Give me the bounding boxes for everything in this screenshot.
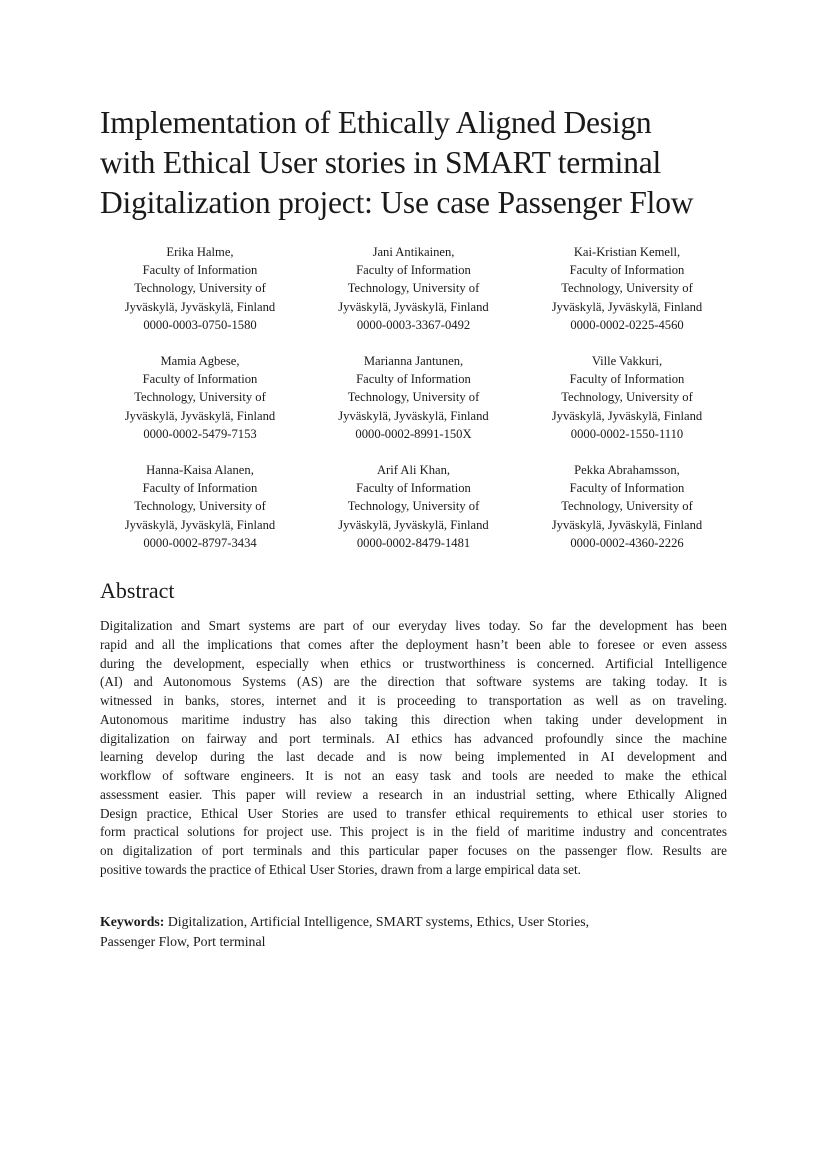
abstract-line: (AI) and Autonomous Systems (AS) are the direction that software systems are taking today. It is (100, 674, 727, 690)
author-orcid: 0000-0002-4360-2226 (570, 535, 684, 550)
author-block (527, 352, 727, 461)
author-affiliation: Faculty of Information (356, 263, 471, 278)
author-block (527, 461, 727, 570)
author-block (527, 243, 727, 352)
author-row (100, 461, 727, 570)
author-block (314, 243, 514, 352)
author-affiliation: Faculty of Information (569, 372, 685, 387)
author-affiliation: Jyväskylä, Jyväskylä, Finland (124, 517, 276, 532)
title-line: with Ethical User stories in SMART terminal (100, 145, 662, 180)
abstract-line: workflow of software engineers. It is not an easy task and tools are needed to make the ethical (100, 768, 727, 783)
author-name: Mamia Agbese, (160, 354, 240, 368)
author-affiliation: Faculty of Information (142, 481, 258, 496)
keywords-label: Keywords: (100, 914, 165, 929)
abstract-line: form practical solutions for project use. This project is in the field of maritime industry and concentrates (100, 824, 727, 840)
author-affiliation: Faculty of Information (356, 372, 471, 387)
author-affiliation: Technology, University of (347, 281, 480, 296)
keywords-text: Digitalization, Artificial Intelligence, SMART systems, Ethics, User Stories, (164, 914, 590, 929)
abstract-line: Design practice, Ethical User Stories are used to transfer ethical requirements to ethical user stories to (100, 805, 727, 821)
author-affiliation: Jyväskylä, Jyväskylä, Finland (124, 408, 276, 423)
keywords-text: Passenger Flow, Port terminal (100, 933, 266, 949)
abstract-line: during the development, especially when ethics or trustworthiness is concerned. Artificial Intelligence (100, 655, 727, 671)
author-orcid: 0000-0003-3367-0492 (356, 317, 471, 332)
author-name: Erika Halme, (166, 245, 234, 259)
author-name: Arif Ali Khan, (376, 463, 451, 477)
author-affiliation: Jyväskylä, Jyväskylä, Finland (551, 299, 703, 314)
author-name: Kai-Kristian Kemell, (573, 245, 681, 259)
author-affiliation: Jyväskylä, Jyväskylä, Finland (551, 517, 703, 532)
author-row (100, 352, 727, 461)
author-row (100, 243, 727, 352)
author-name: Marianna Jantunen, (363, 354, 464, 368)
title-line: Digitalization project: Use case Passenger Flow (100, 185, 694, 220)
author-block (100, 461, 300, 570)
author-affiliation: Technology, University of (347, 499, 480, 514)
author-affiliation: Faculty of Information (356, 481, 471, 496)
author-name: Ville Vakkuri, (591, 354, 663, 368)
author-affiliation: Jyväskylä, Jyväskylä, Finland (338, 408, 489, 423)
abstract-body (100, 617, 727, 880)
abstract-line: Autonomous maritime industry has also taking this direction when taking under development in (100, 711, 727, 727)
author-orcid: 0000-0002-8797-3434 (143, 535, 257, 550)
author-name: Jani Antikainen, (372, 245, 455, 259)
author-orcid: 0000-0003-0750-1580 (143, 317, 257, 332)
author-affiliation: Faculty of Information (142, 372, 258, 387)
author-affiliation: Jyväskylä, Jyväskylä, Finland (551, 408, 703, 423)
author-name: Pekka Abrahamsson, (574, 463, 680, 477)
author-affiliation: Technology, University of (561, 499, 693, 514)
author-affiliation: Technology, University of (134, 390, 266, 405)
title-line: Implementation of Ethically Aligned Design (100, 105, 652, 140)
author-name: Hanna-Kaisa Alanen, (146, 463, 254, 477)
author-affiliation: Jyväskylä, Jyväskylä, Finland (124, 299, 276, 314)
author-affiliation: Faculty of Information (142, 263, 258, 278)
abstract-line: rapid and all the implications that comes after the deployment hasn’t been able to foresee or even assess (100, 636, 727, 652)
keywords (100, 912, 727, 951)
author-list (100, 243, 727, 570)
author-affiliation: Technology, University of (561, 390, 693, 405)
author-affiliation: Technology, University of (561, 281, 693, 296)
abstract-line: Digitalization and Smart systems are part of our everyday lives today. So far the development has been (100, 618, 727, 633)
author-affiliation: Technology, University of (134, 281, 266, 296)
author-orcid: 0000-0002-8991-150X (355, 426, 472, 441)
author-orcid: 0000-0002-0225-4560 (570, 317, 684, 332)
author-block (314, 352, 514, 461)
abstract-line: assessment easier. This paper will review a research in an industrial setting, where Ethically Aligned (100, 786, 727, 802)
abstract-line: digitalization on fairway and port terminals. AI ethics has advanced profoundly since the machine (100, 730, 727, 746)
author-block (100, 352, 300, 461)
abstract-line: on digitalization of port terminals and this particular paper focuses on the passenger flow. Results are (100, 843, 727, 858)
author-affiliation: Technology, University of (347, 390, 480, 405)
author-affiliation: Faculty of Information (569, 481, 685, 496)
author-orcid: 0000-0002-8479-1481 (356, 535, 471, 550)
author-block (314, 461, 514, 570)
abstract-line: positive towards the practice of Ethical User Stories, drawn from a large empirical data set. (100, 861, 581, 877)
author-orcid: 0000-0002-1550-1110 (570, 426, 684, 441)
abstract-line: learning develop during the last decade and is now being implemented in AI development and (100, 749, 727, 765)
author-orcid: 0000-0002-5479-7153 (143, 426, 257, 441)
author-block (100, 243, 300, 352)
abstract-line: witnessed in banks, stores, internet and it is proceeding to transportation as well as on traveling. (100, 693, 727, 708)
author-affiliation: Jyväskylä, Jyväskylä, Finland (338, 299, 489, 314)
paper-title (100, 103, 740, 223)
abstract-heading: Abstract (100, 578, 175, 603)
author-affiliation: Faculty of Information (569, 263, 685, 278)
author-affiliation: Technology, University of (134, 499, 266, 514)
author-affiliation: Jyväskylä, Jyväskylä, Finland (338, 517, 489, 532)
